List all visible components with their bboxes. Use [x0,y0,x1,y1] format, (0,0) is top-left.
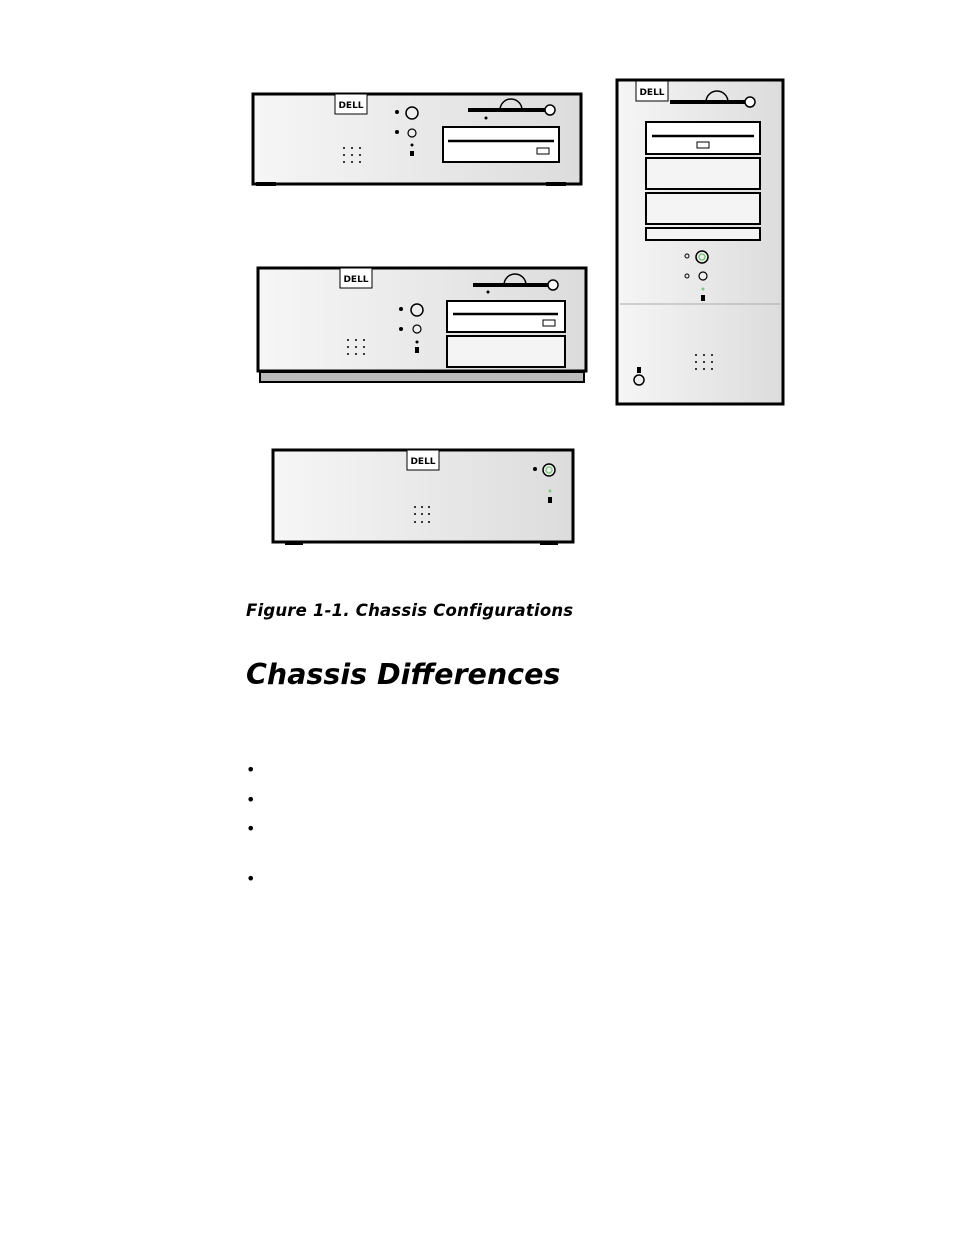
bullet-item-1 [246,762,255,778]
bullet-marker: • [246,790,256,809]
dell-logo [407,450,439,470]
mini-tower-computer [617,80,783,404]
empty-drive-bay [447,336,565,367]
desktop-computer-2 [258,268,586,382]
power-led [549,490,552,493]
empty-drive-bay [646,158,760,189]
dell-logo [340,268,372,288]
power-button-icon [543,464,555,476]
power-button-icon [696,251,708,263]
desktop-computer-1 [253,94,581,186]
lock-icon [634,375,644,385]
cdrom-drive-icon [447,301,565,332]
svg-text:DELL: DELL [639,88,665,98]
bullet-marker: • [246,869,256,888]
cdrom-drive-icon [443,127,559,162]
power-led [702,288,705,291]
svg-text:DELL: DELL [343,275,369,285]
power-button-icon [406,107,418,119]
dell-logo [636,81,668,101]
bullet-marker: • [246,819,256,838]
reset-button-icon [699,272,707,280]
power-button-icon [411,304,423,316]
svg-text:DELL: DELL [410,457,436,467]
section-heading: Chassis Differences [246,658,561,691]
bullet-marker: • [246,760,256,779]
figure-caption: Figure 1-1. Chassis Configurations [246,601,574,620]
dell-logo [335,94,367,114]
svg-text:DELL: DELL [338,101,364,111]
reset-button-icon [408,129,416,137]
cdrom-drive-icon [646,122,760,154]
chassis-illustrations [240,70,800,560]
bullet-item-2 [246,792,255,808]
bullet-item-3 [246,821,255,837]
empty-drive-bay [646,193,760,224]
chassis-configurations-figure [240,70,800,560]
bullet-item-4 [246,871,255,887]
low-profile-desktop-computer [273,450,573,545]
reset-button-icon [413,325,421,333]
